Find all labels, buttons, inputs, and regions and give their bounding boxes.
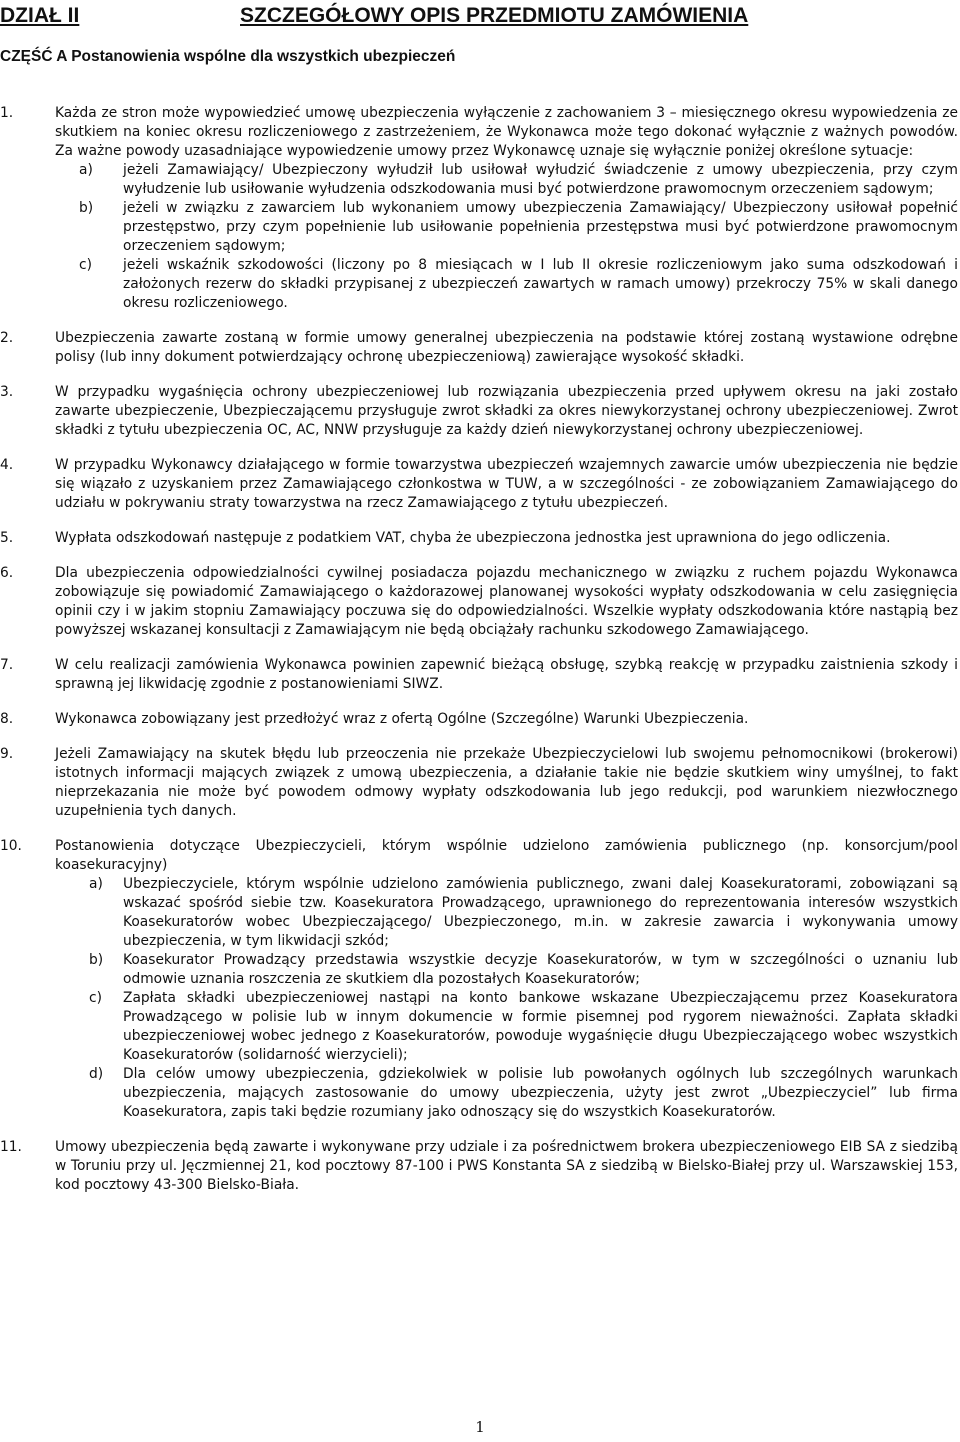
list-item	[0, 104, 958, 313]
list-item	[0, 710, 958, 729]
sub-item-text: Zapłata składki ubezpieczeniowej nastąpi na konto bankowe wskazane Ubezpieczającemu przez Koasekuratora Prowadzącego w polisie lub w innym dokumencie w formie pisemnej pod rygorem nieważności. Zapłata składki ubezpieczeniowej wobec jednego z Koasekuratorów, powoduje wygaśnięcie długu Ubezpieczającego wobec wszystkich Koasekuratorów (solidarność wierzycieli);	[123, 990, 958, 1063]
item-number: 11.	[0, 1139, 22, 1155]
item-text: Ubezpieczenia zawarte zostaną w formie umowy generalnej ubezpieczenia na podstawie której zostaną wystawione odrębne polisy (lub inny dokument potwierdzający ochronę ubezpieczeniową) zawierające wysokość składki.	[55, 330, 958, 365]
list-item	[0, 1138, 958, 1195]
item-text: Jeżeli Zamawiający na skutek błędu lub przeoczenia nie przekaże Ubezpieczycielowi lub swojemu pełnomocnikowi (brokerowi) istotnych informacji mających związek z umową ubezpieczenia, a działanie takie nie będzie skutkiem winy umyślnej, to fakt nieprzekazania nie może być powodem odmowy wypłaty odszkodowania lub jego redukcji, pod warunkiem niezwłocznego uzupełnienia tych danych.	[55, 746, 958, 819]
item-number: 3.	[0, 384, 14, 400]
sub-item-label: d)	[89, 1066, 104, 1082]
sub-item-text: jeżeli Zamawiający/ Ubezpieczony wyłudził lub usiłował wyłudzić świadczenie z umowy ubezpieczenia, przy czym wyłudzenie lub usiłowanie wyłudzenia odszkodowania musi być potwierdzone prawomocnym orzeczeniem sądowym;	[123, 162, 958, 197]
page-number: 1	[475, 1418, 485, 1436]
list-item	[0, 656, 958, 694]
sub-item	[0, 875, 958, 951]
item-number: 8.	[0, 711, 14, 727]
item-number: 7.	[0, 657, 14, 673]
item-text: W przypadku wygaśnięcia ochrony ubezpieczeniowej lub rozwiązania ubezpieczenia przed upływem okresu na jaki zostało zawarte ubezpieczenie, Ubezpieczającemu przysługuje zwrot składki za okres niewykorzystanej ochrony ubezpieczeniowej. Zwrot składki z tytułu ubezpieczenia OC, AC, NNW przysługuje za każdy dzień niewykorzystanej ochrony ubezpieczeniowej.	[55, 384, 958, 438]
item-text: Wypłata odszkodowań następuje z podatkiem VAT, chyba że ubezpieczona jednostka jest uprawniona do jego odliczenia.	[55, 530, 891, 546]
item-number: 10.	[0, 838, 22, 854]
item-text: W celu realizacji zamówienia Wykonawca powinien zapewnić bieżącą obsługę, szybką reakcję w przypadku zaistnienia szkody i sprawną jej likwidację zgodnie z postanowieniami SIWZ.	[55, 657, 958, 692]
item-text: Umowy ubezpieczenia będą zawarte i wykonywane przy udziale i za pośrednictwem brokera ubezpieczeniowego EIB SA z siedzibą w Toruniu przy ul. Jęczmiennej 21, kod pocztowy 87-100 i PWS Konstanta SA z siedzibą w Bielsko-Białej przy ul. Warszawskiej 153, kod pocztowy 43-300 Bielsko-Biała.	[55, 1139, 958, 1193]
item-text: W przypadku Wykonawcy działającego w formie towarzystwa ubezpieczeń wzajemnych zawarcie umów ubezpieczenia nie będzie się wiązało z uzyskaniem przez Zamawiającego członkostwa w TUW, a w szczególności - ze zobowiązaniem Zamawiającego do udziału w pokrywaniu straty towarzystwa na rzecz Zamawiającego z tytułu ubezpieczeń.	[55, 457, 958, 511]
item-number: 5.	[0, 530, 14, 546]
item-text: Wykonawca zobowiązany jest przedłożyć wraz z ofertą Ogólne (Szczególne) Warunki Ubezpieczenia.	[55, 711, 749, 727]
list-item	[0, 837, 958, 1122]
item-number: 1.	[0, 105, 14, 121]
sub-item	[0, 951, 958, 989]
sub-item-label: a)	[89, 876, 103, 892]
list-item	[0, 383, 958, 440]
item-text: Każda ze stron może wypowiedzieć umowę ubezpieczenia wyłączenie z zachowaniem 3 – miesięcznego okresu wypowiedzenia ze skutkiem na koniec okresu rozliczeniowego z zastrzeżeniem, że Wykonawca może tego dokonać wyłącznie z ważnych powodów. Za ważne powody uzasadniające wypowiedzenie umowy przez Wykonawcę uznaje się wyłącznie poniżej określone sytuacje:	[55, 105, 958, 159]
sub-item-text: Dla celów umowy ubezpieczenia, gdziekolwiek w polisie lub powołanych ogólnych lub szczególnych warunkach ubezpieczenia, mających zastosowanie do umowy ubezpieczenia, użyty jest zwrot „Ubezpieczyciel” lub firma Koasekuratora, zapis taki będzie rozumiany jako odnoszący się do wszystkich Koasekuratorów.	[123, 1066, 958, 1120]
sub-item-label: b)	[79, 200, 94, 216]
provisions-list	[0, 104, 958, 1211]
item-number: 4.	[0, 457, 14, 473]
section-heading: DZIAŁ II	[0, 4, 80, 27]
list-item	[0, 329, 958, 367]
sub-item-text: Ubezpieczyciele, którym wspólnie udzielono zamówienia publicznego, zwani dalej Koasekuratorami, zobowiązani są wskazać spośród siebie tzw. Koasekuratora Prowadzącego, uprawnionego do reprezentowania interesów wszystkich Koasekuratorów wobec Ubezpieczającego/ Ubezpieczonego, m.in. w zakresie zawarcia i wykonywania umowy ubezpieczenia, w tym likwidacji szkód;	[123, 876, 958, 949]
document-title: SZCZEGÓŁOWY OPIS PRZEDMIOTU ZAMÓWIENIA	[240, 4, 749, 27]
sub-item-text: jeżeli w związku z zawarciem lub wykonaniem umowy ubezpieczenia Zamawiający/ Ubezpieczony usiłował popełnić przestępstwo, przy czym popełnienie lub usiłowanie popełnienia przestępstwa musi być potwierdzone prawomocnym orzeczeniem sądowym;	[123, 200, 958, 254]
list-item	[0, 529, 958, 548]
list-item	[0, 456, 958, 513]
sub-item	[0, 989, 958, 1065]
part-heading: CZĘŚĆ A Postanowienia wspólne dla wszystkich ubezpieczeń	[0, 48, 456, 65]
item-text: Dla ubezpieczenia odpowiedzialności cywilnej posiadacza pojazdu mechanicznego w związku z ruchem pojazdu Wykonawca zobowiązuje się powiadomić Zamawiającego o każdorazowej planowanej wysokości wypłaty odszkodowania w celu zasięgnięcia opinii czy i w jakim stopniu Zamawiający poczuwa się do odpowiedzialności. Wszelkie wypłaty odszkodowania które nastąpią bez powyższej wskazanej konsultacji z Zamawiającym nie będą obciążały rachunku szkodowego Zamawiającego.	[55, 565, 958, 638]
list-item	[0, 745, 958, 821]
item-number: 2.	[0, 330, 14, 346]
sub-item-label: b)	[89, 952, 104, 968]
sub-item-label: c)	[89, 990, 102, 1006]
item-text: Postanowienia dotyczące Ubezpieczycieli, którym wspólnie udzielono zamówienia publicznego (np. konsorcjum/pool koasekuracyjny)	[55, 838, 958, 873]
list-item	[0, 564, 958, 640]
sub-item	[0, 1065, 958, 1122]
sub-item-label: c)	[79, 257, 92, 273]
sub-item-text: jeżeli wskaźnik szkodowości (liczony po 8 miesiącach w I lub II okresie rozliczeniowym jako suma odszkodowań i założonych rezerw do składki przypisanej z ubezpieczeń zawartych w ramach umowy) przekroczy 75% w skali danego okresu rozliczeniowego.	[123, 257, 958, 311]
item-number: 6.	[0, 565, 14, 581]
sub-item-text: Koasekurator Prowadzący przedstawia wszystkie decyzje Koasekuratorów, w tym w szczególności o uznaniu lub odmowie uznania roszczenia ze skutkiem dla pozostałych Koasekuratorów;	[123, 952, 958, 987]
sub-item	[0, 161, 958, 199]
header	[0, 4, 960, 30]
sub-item	[0, 199, 958, 256]
item-number: 9.	[0, 746, 14, 762]
sub-item	[0, 256, 958, 313]
sub-item-label: a)	[79, 162, 93, 178]
